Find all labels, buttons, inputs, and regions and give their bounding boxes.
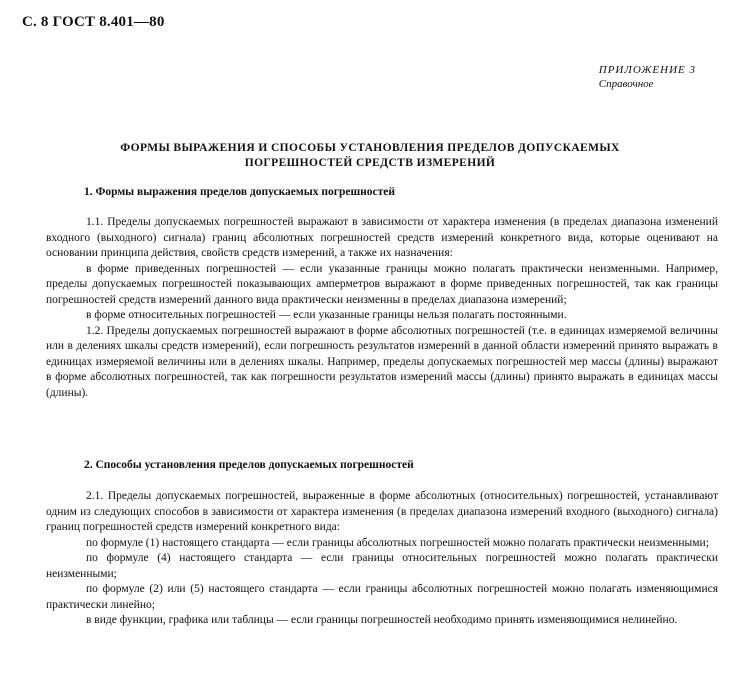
- section-2-heading: 2. Способы установления пределов допускаемых погрешностей: [84, 459, 414, 471]
- title-line-2: ПОГРЕШНОСТЕЙ СРЕДСТВ ИЗМЕРЕНИЙ: [244, 157, 496, 169]
- paragraph: 1.1. Пределы допускаемых погрешностей выражают в зависимости от характера изменения (в пределах диапазона изменений входного (выходного) сигнала) границ абсолютных погрешностей средств измерений конкретного вида, которые оценивают на основании принципа действия, свойств средств измерений, а также их назначения:: [46, 216, 718, 259]
- section-1-heading: 1. Формы выражения пределов допускаемых погрешностей: [84, 186, 396, 198]
- section-2-body: [46, 489, 718, 629]
- paragraph: по формуле (2) или (5) настоящего стандарта — если границы абсолютных погрешностей можно полагать изменяющимися практически линейно;: [46, 583, 718, 611]
- section-1-body: [46, 215, 718, 401]
- paragraph: по формуле (4) настоящего стандарта — если границы относительных погрешностей можно полагать практически неизменными;: [46, 552, 718, 580]
- appendix-label-block: [599, 64, 696, 90]
- title-line-1: ФОРМЫ ВЫРАЖЕНИЯ И СПОСОБЫ УСТАНОВЛЕНИЯ ПРЕДЕЛОВ ДОПУСКАЕМЫХ: [120, 142, 620, 154]
- appendix-label: ПРИЛОЖЕНИЕ 3: [598, 64, 696, 76]
- paragraph: 1.2. Пределы допускаемых погрешностей выражают в форме абсолютных погрешностей (т.е. в единицах измеряемой величины или в делениях шкалы средств измерений), если погрешность результатов измерений в данной области измерений принято выражать в единицах измеряемой величины или в делениях шкалы. Например, пределы допускаемых погрешностей мер массы (длины) выражают в форме абсолютных погрешностей, так как погрешности результатов измерений массы (длины) принято выражать в единицах массы (длины).: [46, 324, 718, 399]
- paragraph: по формуле (1) настоящего стандарта — если границы абсолютных погрешностей можно полагать практически неизменными;: [86, 536, 709, 549]
- paragraph: в форме приведенных погрешностей — если указанные границы можно полагать практически неизменными. Например, пределы допускаемых погрешностей показывающих амперметров выражают в форме приведенных погрешностей, так как границы погрешностей средств измерений данного вида практически неизменны в пределах диапазона измерений;: [46, 262, 718, 306]
- document-title: [60, 141, 680, 171]
- page-header: С. 8 ГОСТ 8.401—80: [22, 14, 165, 30]
- paragraph: в виде функции, графика или таблицы — если границы погрешностей необходимо принять изменяющимися нелинейно.: [86, 614, 678, 626]
- paragraph: 2.1. Пределы допускаемых погрешностей, выраженные в форме абсолютных (относительных) погрешностей, устанавливают одним из следующих способов в зависимости от характера изменения (в пределах диапазона измерений входного (выходного) сигнала) границ погрешностей средств измерений конкретного вида:: [46, 490, 718, 533]
- appendix-sublabel: Справочное: [598, 78, 654, 90]
- paragraph: в форме относительных погрешностей — если указанные границы нельзя полагать постоянными.: [86, 309, 567, 321]
